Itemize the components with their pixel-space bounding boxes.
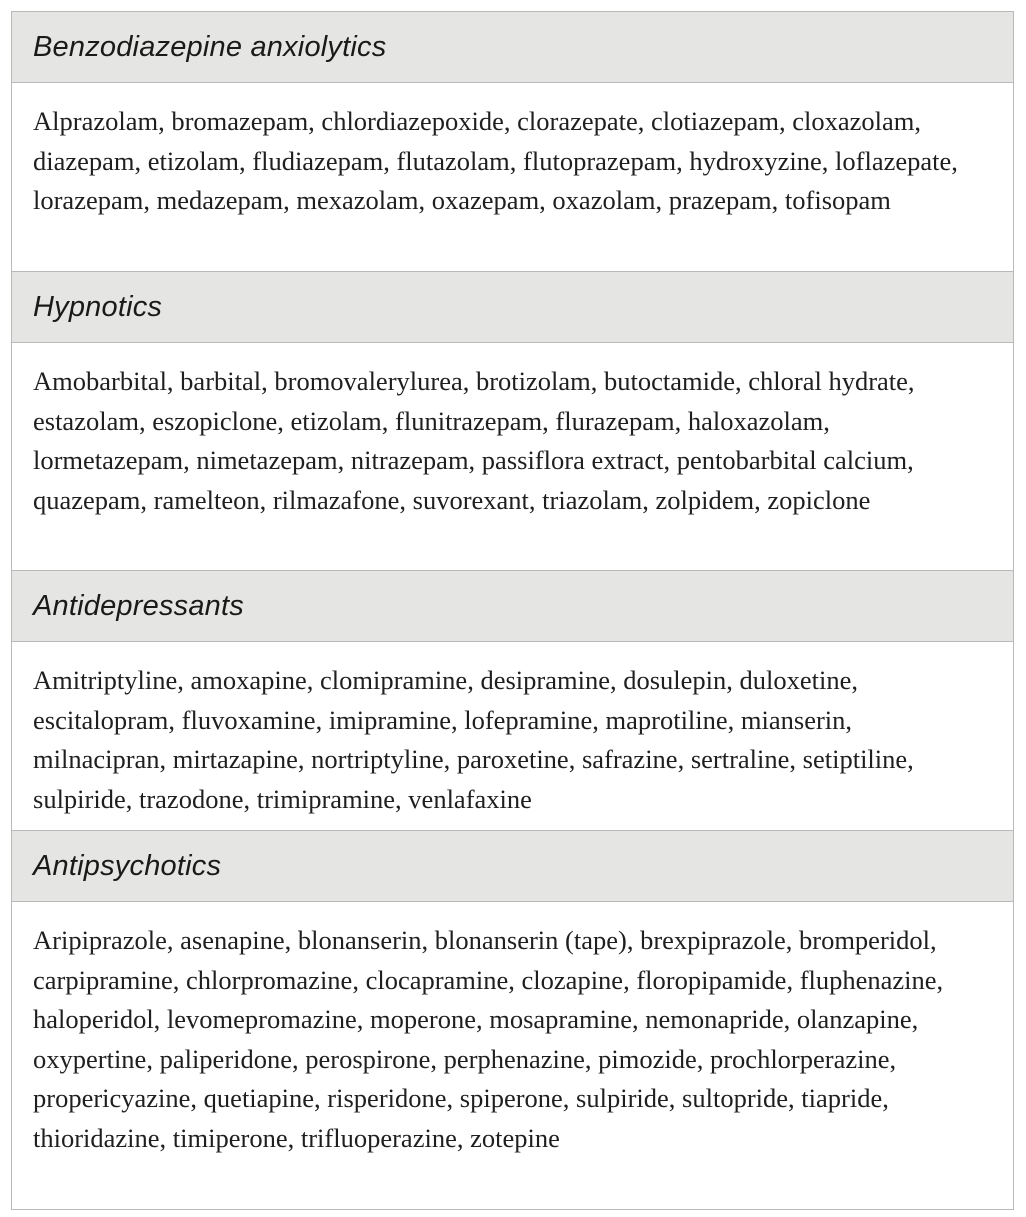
section-heading: Antidepressants [33, 589, 244, 622]
drug-list: Amobarbital, barbital, bromovalerylurea, brotizolam, butoctamide, chloral hydrate, estazolam, eszopiclone, etizolam, flunitrazepam, flurazepam, haloxazolam, lormetazepam, nimetazepam, nitrazepam, passiflora extract, pentobarbital calcium, quazepam, ramelteon, rilmazafone, suvorexant, triazolam, zolpidem, zopiclone [33, 366, 915, 515]
drug-list: Alprazolam, bromazepam, chlordiazepoxide, clorazepate, clotiazepam, cloxazolam, diazepam, etizolam, fludiazepam, flutazolam, flutoprazepam, hydroxyzine, loflazepate, lorazepam, medazepam, mexazolam, oxazepam, oxazolam, prazepam, tofisopam [33, 106, 958, 215]
section-heading: Antipsychotics [33, 849, 222, 882]
section-body-antidepressants [12, 642, 1013, 831]
section-header-antipsychotics [12, 831, 1013, 902]
section-header-benzodiazepine-anxiolytics [12, 12, 1013, 83]
section-body-benzodiazepine-anxiolytics [12, 83, 1013, 272]
section-heading: Benzodiazepine anxiolytics [33, 30, 387, 63]
section-body-antipsychotics [12, 902, 1013, 1209]
drug-list: Aripiprazole, asenapine, blonanserin, blonanserin (tape), brexpiprazole, bromperidol, carpipramine, chlorpromazine, clocapramine, clozapine, floropipamide, fluphenazine, haloperidol, levomepromazine, moperone, mosapramine, nemonapride, olanzapine, oxypertine, paliperidone, perospirone, perphenazine, pimozide, prochlorperazine, propericyazine, quetiapine, risperidone, spiperone, sulpiride, sultopride, tiapride, thioridazine, timiperone, trifluoperazine, zotepine [33, 925, 944, 1153]
section-header-hypnotics [12, 272, 1013, 343]
section-body-hypnotics [12, 343, 1013, 571]
section-header-antidepressants [12, 571, 1013, 642]
section-heading: Hypnotics [33, 290, 163, 323]
drug-class-table [11, 11, 1014, 1210]
drug-list: Amitriptyline, amoxapine, clomipramine, desipramine, dosulepin, duloxetine, escitalopram, fluvoxamine, imipramine, lofepramine, maprotiline, mianserin, milnacipran, mirtazapine, nortriptyline, paroxetine, safrazine, sertraline, setiptiline, sulpiride, trazodone, trimipramine, venlafaxine [33, 665, 914, 814]
